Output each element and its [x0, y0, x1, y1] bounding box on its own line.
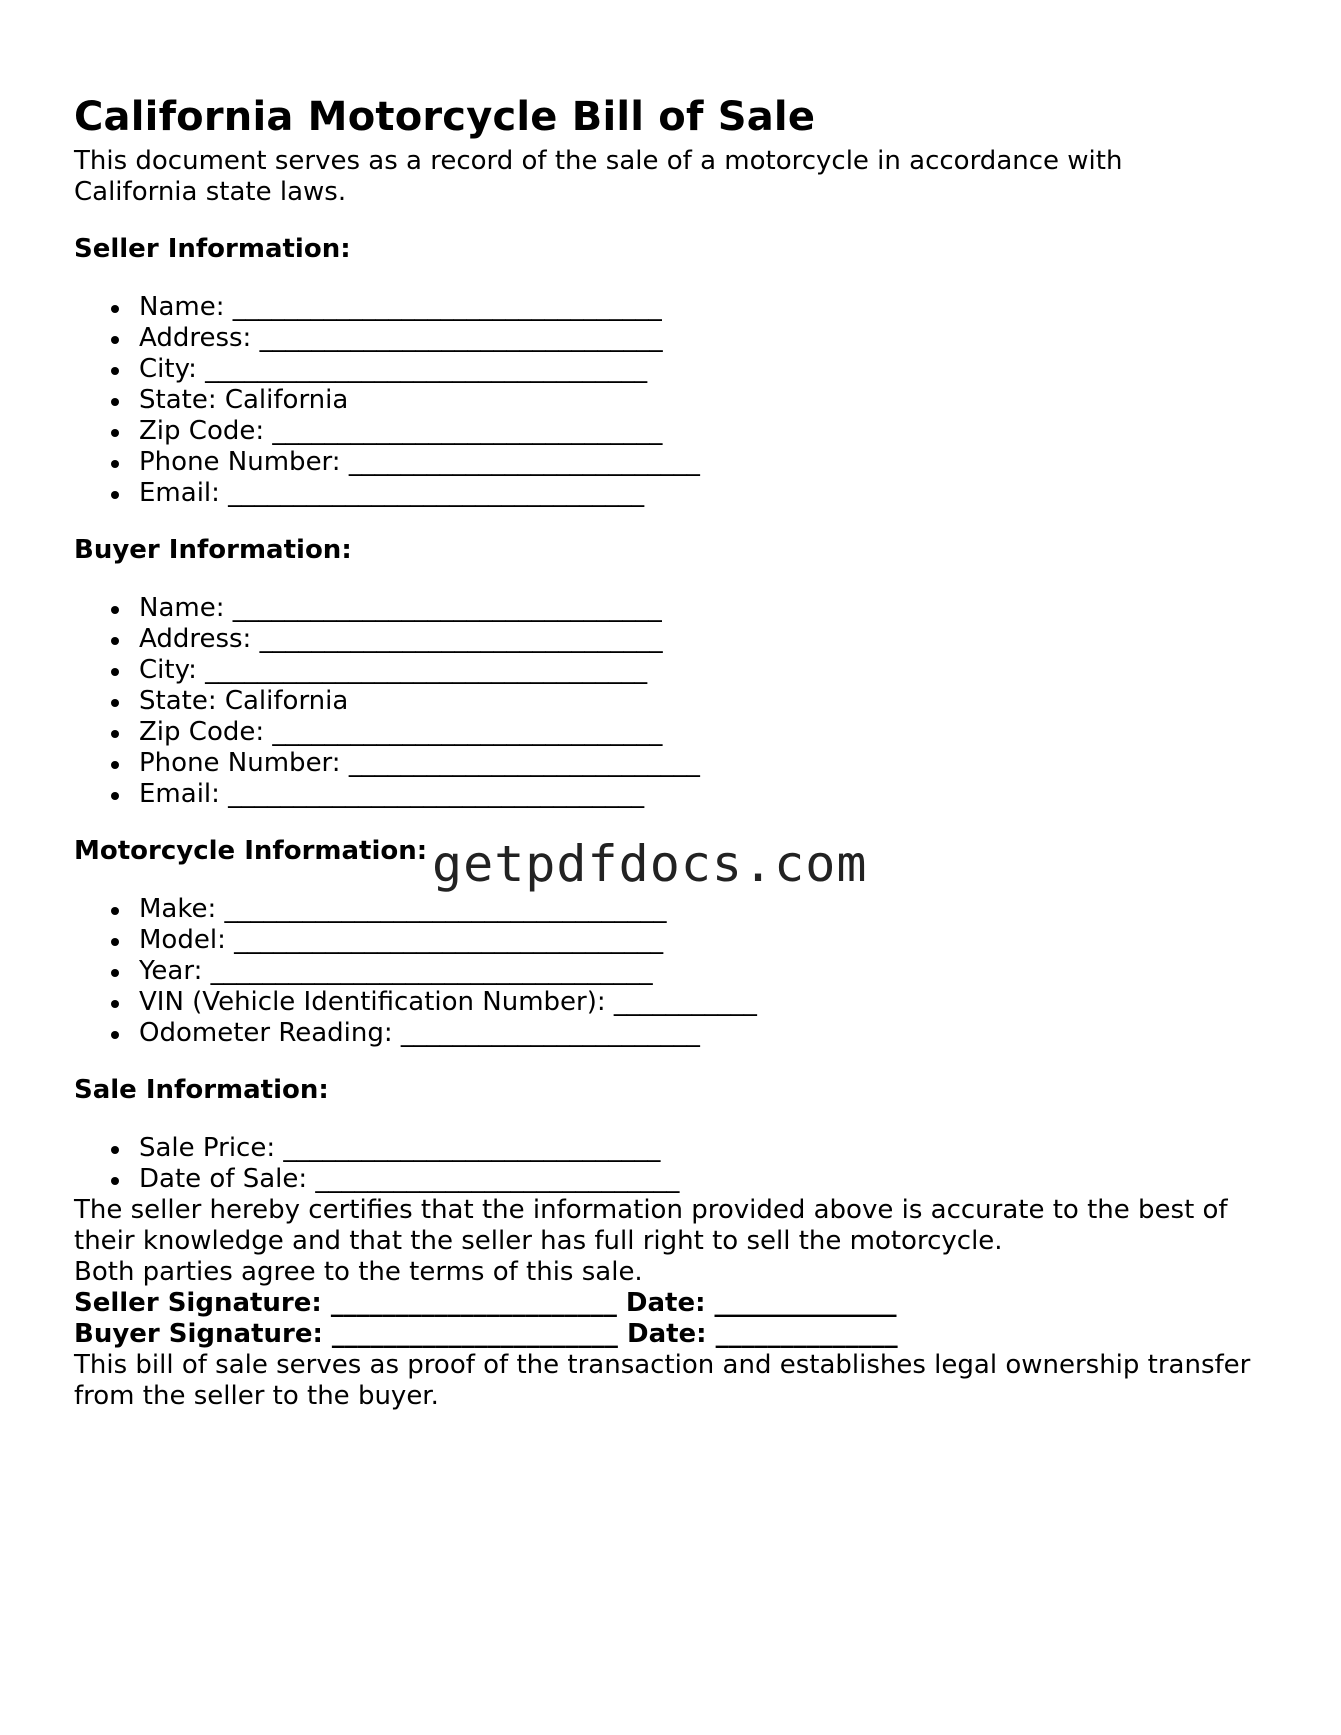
buyer-state-field: State: California [74, 686, 1274, 717]
buyer-city-field: City: __________________________________ [74, 655, 1274, 686]
watermark: getpdfdocs.com [432, 835, 868, 893]
motorcycle-make-field: Make: __________________________________ [74, 894, 1274, 925]
buyer-address-field: Address: _______________________________ [74, 624, 1274, 655]
seller-state-field: State: California [74, 385, 1274, 416]
seller-email-field: Email: ________________________________ [74, 478, 1274, 509]
closing-paragraph: This bill of sale serves as proof of the transaction and establishes legal ownership transfer from the seller to the buyer. [74, 1350, 1251, 1411]
sale-list [74, 1133, 1274, 1195]
seller-address-field: Address: _______________________________ [74, 323, 1274, 354]
document-title: California Motorcycle Bill of Sale [74, 94, 816, 140]
buyer-heading: Buyer Information: [74, 535, 352, 565]
seller-zip-field: Zip Code: ______________________________ [74, 416, 1274, 447]
document-page [74, 88, 1274, 1412]
motorcycle-list [74, 894, 1274, 1049]
sale-price-field: Sale Price: _____________________________ [74, 1133, 1274, 1164]
buyer-phone-field: Phone Number: ___________________________ [74, 748, 1274, 779]
certification-paragraph: The seller hereby certifies that the information provided above is accurate to the best of their knowledge and that the seller has full right to sell the motorcycle. [74, 1195, 1228, 1256]
motorcycle-vin-field: VIN (Vehicle Identification Number): ___________ [74, 987, 1274, 1018]
motorcycle-heading: Motorcycle Information: [74, 836, 428, 866]
seller-city-field: City: __________________________________ [74, 354, 1274, 385]
sale-heading: Sale Information: [74, 1075, 329, 1105]
buyer-name-field: Name: _________________________________ [74, 593, 1274, 624]
sale-date-field: Date of Sale: ____________________________ [74, 1164, 1274, 1195]
buyer-email-field: Email: ________________________________ [74, 779, 1274, 810]
motorcycle-odometer-field: Odometer Reading: _______________________ [74, 1018, 1274, 1049]
buyer-zip-field: Zip Code: ______________________________ [74, 717, 1274, 748]
seller-name-field: Name: _________________________________ [74, 292, 1274, 323]
motorcycle-year-field: Year: __________________________________ [74, 956, 1274, 987]
buyer-signature-line: Buyer Signature: ______________________ Date: ______________ [74, 1319, 898, 1349]
seller-list [74, 292, 1274, 509]
seller-signature-line: Seller Signature: ______________________ Date: ______________ [74, 1288, 897, 1318]
seller-heading: Seller Information: [74, 234, 351, 264]
motorcycle-model-field: Model: _________________________________ [74, 925, 1274, 956]
intro-paragraph: This document serves as a record of the sale of a motorcycle in accordance with California state laws. [74, 146, 1123, 207]
seller-phone-field: Phone Number: ___________________________ [74, 447, 1274, 478]
agreement-paragraph: Both parties agree to the terms of this sale. [74, 1257, 643, 1287]
buyer-list [74, 593, 1274, 810]
